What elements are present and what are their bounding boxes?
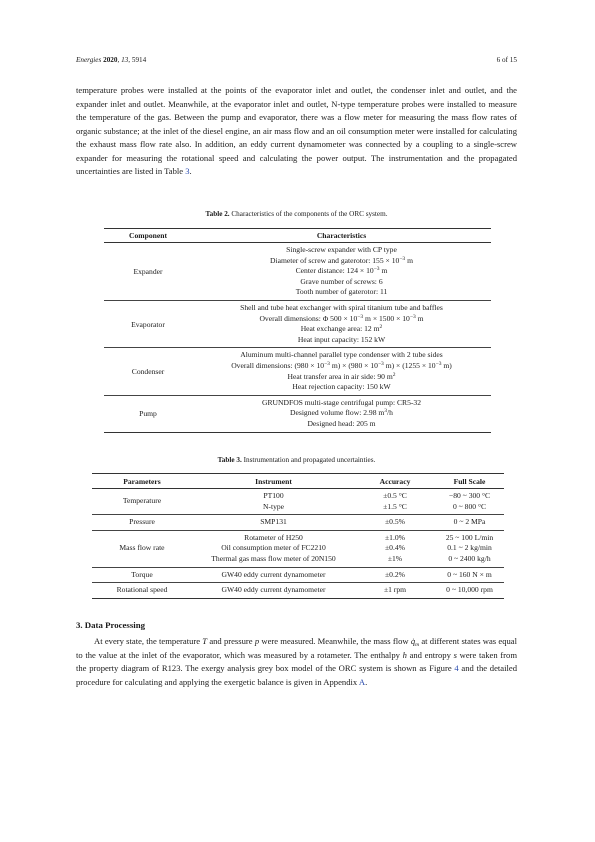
table-row (104, 395, 491, 432)
accuracy-cell: ±0.5 °C ±1.5 °C (355, 489, 435, 515)
parameter-cell: Mass flow rate (92, 530, 192, 567)
parameter-cell: Temperature (92, 489, 192, 515)
section-heading: 3. Data Processing (76, 620, 145, 630)
component-characteristics: GRUNDFOS multi-stage centrifugal pump: CR5-32 Designed volume flow: 2.98 $m^3/h$ Designed head: 205 m (192, 395, 491, 432)
table-row (92, 530, 504, 567)
accuracy-cell: ±0.2% (355, 567, 435, 583)
parameter-cell: Torque (92, 567, 192, 583)
table3 (92, 473, 504, 599)
page-number: 6 of 15 (496, 56, 517, 64)
accuracy-cell: ±0.5% (355, 515, 435, 531)
table-row (92, 489, 504, 515)
full-scale-cell: 25 ~ 100 L/min 0.1 ~ 2 kg/min 0 ~ 2400 kg/h (435, 530, 504, 567)
column-header: Characteristics (192, 229, 491, 243)
journal-citation: Energies 2020, 13, 5914 (76, 56, 147, 64)
table2 (104, 228, 491, 433)
component-name: Condenser (104, 348, 192, 395)
accuracy-cell: ±1.0% ±0.4% ±1% (355, 530, 435, 567)
table3-caption: Table 3. Instrumentation and propagated uncertainties. (217, 456, 376, 464)
column-header: Instrument (192, 474, 355, 489)
data-processing-paragraph: At every state, the temperature T and pressure p were measured. Meanwhile, the mass flow $q̇_m$ at different states was equal to the value at the inlet of the evaporator, which was measured by a rotameter. The enthalpy h and entropy s were taken from the property diagram of R123. The exergy analysis grey box model of the ORC system is shown as Figure 4 and the detailed procedure for calculating and applying the exergetic balance is given in Appendix A. (76, 636, 517, 687)
table-row (104, 243, 491, 301)
table-row (92, 583, 504, 599)
full-scale-cell: −80 ~ 300 °C 0 ~ 800 °C (435, 489, 504, 515)
full-scale-cell: 0 ~ 10,000 rpm (435, 583, 504, 599)
component-characteristics: Shell and tube heat exchanger with spiral titanium tube and baffles Overall dimensions: Φ $500 \times 10^{-3}$ $m \times 1500 \times 10^{-3}$ m Heat exchange area: 12 $m^2$ Heat input capacity: 152 kW (192, 300, 491, 347)
table-row (92, 515, 504, 531)
instrument-cell: GW40 eddy current dynamometer (192, 567, 355, 583)
column-header: Full Scale (435, 474, 504, 489)
instrument-cell: Rotameter of H250 Oil consumption meter of FC2210 Thermal gas mass flow meter of 20N150 (192, 530, 355, 567)
component-characteristics: Aluminum multi-channel parallel type condenser with 2 tube sides Overall dimensions: ($980 \times 10^{-3}$ $m) \times (980 \times 10^{-3}$ $m) \times (1255 \times 10^{-3}$ m) Heat transfer area in air side: 90 $m^2$ Heat rejection capacity: 150 kW (192, 348, 491, 395)
full-scale-cell: 0 ~ 2 MPa (435, 515, 504, 531)
instrument-cell: SMP131 (192, 515, 355, 531)
appendix-a-link[interactable]: A (358, 676, 366, 687)
table-row (104, 348, 491, 395)
component-name: Pump (104, 395, 192, 432)
parameter-cell: Rotational speed (92, 583, 192, 599)
column-header: Parameters (92, 474, 192, 489)
component-name: Expander (104, 243, 192, 301)
table2-caption: Table 2. Characteristics of the components of the ORC system. (205, 210, 388, 218)
component-characteristics: Single-screw expander with CP type Diameter of screw and gaterotor: $155 \times 10^{-3}$ m Center distance: $124 \times 10^{-3}$ m Grave number of screws: 6 Tooth number of gaterotor: 11 (192, 243, 491, 301)
parameter-cell: Pressure (92, 515, 192, 531)
instrument-cell: PT100 N-type (192, 489, 355, 515)
intro-paragraph: temperature probes were installed at the points of the evaporator inlet and outlet, the condenser inlet and outlet, and the expander inlet and outlet. Meanwhile, at the evaporator inlet and outlet, N-type temperature probes were installed to measure the temperature of the gas. Between the pump and evaporator, there was a flow meter for measuring the mass flow rates of organic substance; at the inlet of the diesel engine, an air mass flow and an oil consumption meter were installed for calculating the exhaust mass flow rate also. In addition, an eddy current dynamometer was connected by a coupling to a single-screw expander for measuring the rotational speed and calculating the power output. The instrumentation and the propagated uncertainties are listed in Table 3. (76, 85, 517, 177)
figure4-link[interactable]: 4 (454, 663, 459, 674)
column-header: Accuracy (355, 474, 435, 489)
table-row (92, 567, 504, 583)
table-header-row (104, 229, 491, 243)
column-header: Component (104, 229, 192, 243)
accuracy-cell: ±1 rpm (355, 583, 435, 599)
instrument-cell: GW40 eddy current dynamometer (192, 583, 355, 599)
table-header-row (92, 474, 504, 489)
page-header (76, 56, 517, 64)
table3-link[interactable]: 3 (185, 166, 190, 177)
component-name: Evaporator (104, 300, 192, 347)
full-scale-cell: 0 ~ 160 N × m (435, 567, 504, 583)
table-row (104, 300, 491, 347)
